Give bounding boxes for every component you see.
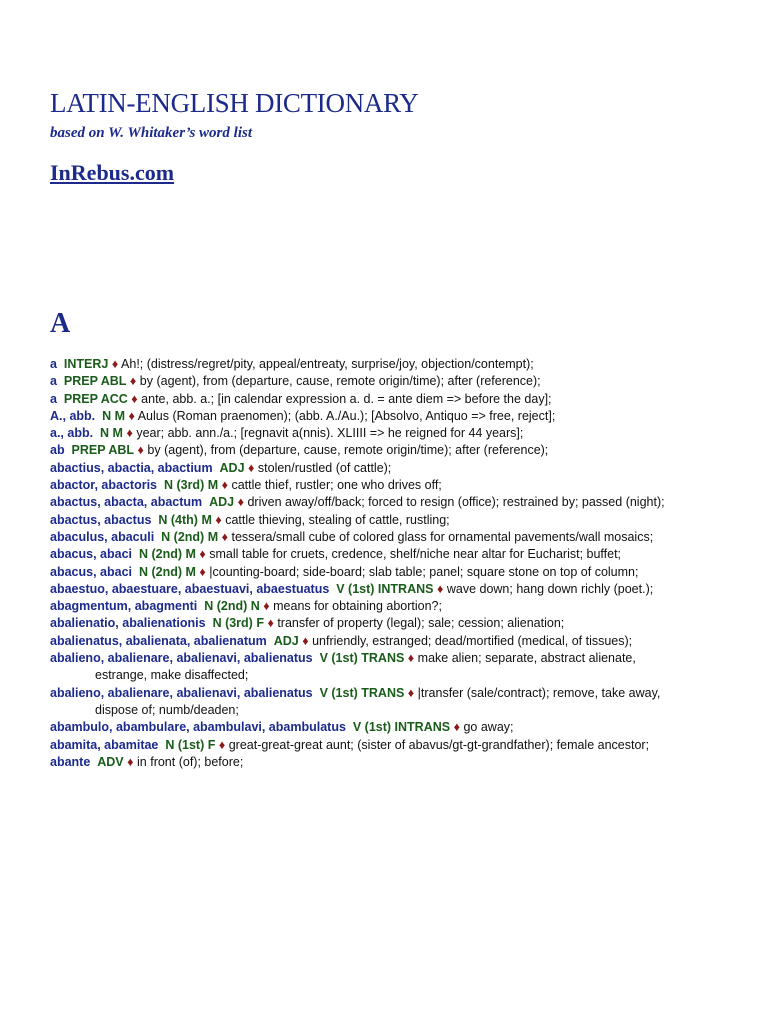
entry-grammar: V (1st) TRANS <box>319 651 405 666</box>
entry-definition: go away; <box>463 720 514 735</box>
entry-headword: ab <box>50 443 65 458</box>
entry-grammar: N (1st) F <box>165 737 216 752</box>
entry-grammar: ADJ <box>273 633 299 648</box>
entry-headword: abalieno, abalienare, abalienavi, abalienatus <box>50 685 313 700</box>
dictionary-entry <box>50 442 690 459</box>
entry-headword: abalienatio, abalienationis <box>50 616 206 631</box>
dictionary-entry <box>50 391 690 408</box>
entry-grammar: N (2nd) M <box>138 564 196 579</box>
dictionary-entry <box>50 581 690 598</box>
diamond-separator-icon: ♦ <box>267 616 274 631</box>
entry-grammar: N (2nd) N <box>204 599 260 614</box>
entry-headword: abactor, abactoris <box>50 478 157 493</box>
section-letter: A <box>50 308 71 339</box>
diamond-separator-icon: ♦ <box>131 391 138 406</box>
entry-definition: ante, abb. a.; [in calendar expression a. d. = ante diem => before the day]; <box>141 391 552 406</box>
entry-headword: abagmentum, abagmenti <box>50 599 198 614</box>
entry-definition: make alien; separate, abstract alienate, estrange, make disaffected; <box>95 651 636 683</box>
dictionary-entry <box>50 546 690 563</box>
diamond-separator-icon: ♦ <box>215 512 222 527</box>
diamond-separator-icon: ♦ <box>199 564 206 579</box>
entry-definition: tessera/small cube of colored glass for ornamental pavements/wall mosaics; <box>231 529 654 544</box>
entry-definition: driven away/off/back; forced to resign (office); restrained by; passed (night); <box>247 495 665 510</box>
dictionary-entry <box>50 598 690 615</box>
entry-headword: abactius, abactia, abactium <box>50 460 213 475</box>
dictionary-entry <box>50 615 690 632</box>
entry-grammar: N (2nd) M <box>138 547 196 562</box>
entry-grammar: N (2nd) M <box>161 529 219 544</box>
dictionary-entry <box>50 460 690 477</box>
entry-definition: transfer of property (legal); sale; cession; alienation; <box>277 616 565 631</box>
entry-grammar: PREP ABL <box>63 374 127 389</box>
diamond-separator-icon: ♦ <box>128 408 135 423</box>
entry-grammar: N M <box>102 408 126 423</box>
diamond-separator-icon: ♦ <box>111 357 119 371</box>
entry-definition: by (agent), from (departure, cause, remote origin/time); after (reference); <box>139 374 541 389</box>
entry-definition: |counting-board; side-board; slab table; panel; square stone on top of column; <box>209 564 639 579</box>
dictionary-entry <box>50 719 690 736</box>
diamond-separator-icon: ♦ <box>237 495 244 510</box>
dictionary-entry <box>50 356 690 373</box>
entry-grammar: N (3rd) F <box>212 616 264 631</box>
diamond-separator-icon: ♦ <box>199 547 206 562</box>
entry-grammar: N (3rd) M <box>163 478 219 493</box>
entry-headword: abaestuo, abaestuare, abaestuavi, abaestuatus <box>50 581 330 596</box>
dictionary-entry <box>50 425 690 442</box>
entry-definition: Ah!; (distress/regret/pity, appeal/entreaty, surprise/joy, objection/contempt); <box>121 357 534 371</box>
entry-headword: a <box>50 374 57 389</box>
dictionary-entry <box>50 408 690 425</box>
entry-grammar: INTERJ <box>63 357 109 371</box>
dictionary-entry <box>50 477 690 494</box>
entry-grammar: V (1st) INTRANS <box>336 581 434 596</box>
diamond-separator-icon: ♦ <box>137 443 144 458</box>
diamond-separator-icon: ♦ <box>436 581 444 596</box>
dictionary-entry <box>50 633 690 650</box>
entry-definition: stolen/rustled (of cattle); <box>257 460 392 475</box>
entry-headword: abalienatus, abalienata, abalienatum <box>50 633 267 648</box>
dictionary-entry <box>50 737 690 754</box>
entry-headword: a <box>50 391 57 406</box>
entry-definition: wave down; hang down richly (poet.); <box>446 581 654 596</box>
entry-definition: cattle thieving, stealing of cattle, rustling; <box>225 512 450 527</box>
entry-grammar: ADV <box>97 754 124 769</box>
entry-definition: in front (of); before; <box>137 754 244 769</box>
entry-headword: abante <box>50 754 91 769</box>
entry-headword: abacus, abaci <box>50 547 132 562</box>
dictionary-entry <box>50 685 690 720</box>
diamond-separator-icon: ♦ <box>126 426 133 441</box>
entry-grammar: ADJ <box>219 460 245 475</box>
entry-definition: year; abb. ann./a.; [regnavit a(nnis). XLIIII => he reigned for 44 years]; <box>136 426 524 441</box>
entry-headword: abactus, abacta, abactum <box>50 495 203 510</box>
diamond-separator-icon: ♦ <box>407 651 415 666</box>
dictionary-entry <box>50 754 690 771</box>
entry-definition: small table for cruets, credence, shelf/niche near altar for Eucharist; buffet; <box>209 547 622 562</box>
dictionary-entry <box>50 564 690 581</box>
entry-grammar: N M <box>100 426 123 441</box>
entry-grammar: V (1st) INTRANS <box>352 720 451 735</box>
page-subtitle: based on W. Whitaker’s word list <box>50 125 252 141</box>
site-link[interactable]: InRebus.com <box>50 160 175 185</box>
diamond-separator-icon: ♦ <box>129 374 137 389</box>
entry-definition: means for obtaining abortion?; <box>273 599 442 614</box>
entry-headword: abambulo, abambulare, abambulavi, abambulatus <box>50 720 346 735</box>
entry-headword: abalieno, abalienare, abalienavi, abalienatus <box>50 651 313 666</box>
entry-definition: great-great-great aunt; (sister of abavus/gt-gt-grandfather); female ancestor; <box>228 737 650 752</box>
entry-headword: abactus, abactus <box>50 512 152 527</box>
dictionary-entry <box>50 650 690 685</box>
diamond-separator-icon: ♦ <box>302 633 309 648</box>
entry-headword: abaculus, abaculi <box>50 529 155 544</box>
diamond-separator-icon: ♦ <box>263 599 270 614</box>
page-title: LATIN-ENGLISH DICTIONARY <box>50 88 419 118</box>
entry-list <box>50 356 690 771</box>
entry-definition: by (agent), from (departure, cause, remote origin/time); after (reference); <box>147 443 549 458</box>
entry-grammar: ADJ <box>209 495 235 510</box>
dictionary-entry <box>50 494 690 511</box>
dictionary-entry <box>50 373 690 390</box>
dictionary-entry <box>50 529 690 546</box>
entry-headword: A., abb. <box>50 408 96 423</box>
entry-grammar: N (4th) M <box>158 512 212 527</box>
diamond-separator-icon: ♦ <box>221 478 228 493</box>
entry-grammar: PREP ACC <box>63 391 128 406</box>
diamond-separator-icon: ♦ <box>248 460 255 475</box>
diamond-separator-icon: ♦ <box>221 529 228 544</box>
entry-headword: a <box>50 357 57 371</box>
entry-grammar: PREP ABL <box>71 443 135 458</box>
diamond-separator-icon: ♦ <box>453 720 460 735</box>
entry-definition: Aulus (Roman praenomen); (abb. A./Au.); [Absolvo, Antiquo => free, reject]; <box>137 408 556 423</box>
entry-definition: cattle thief, rustler; one who drives off; <box>231 478 442 493</box>
entry-headword: abamita, abamitae <box>50 737 159 752</box>
entry-grammar: V (1st) TRANS <box>319 685 405 700</box>
entry-headword: a., abb. <box>50 426 94 441</box>
diamond-separator-icon: ♦ <box>218 737 226 752</box>
diamond-separator-icon: ♦ <box>127 754 134 769</box>
entry-definition: |transfer (sale/contract); remove, take away, dispose of; numb/deaden; <box>95 685 661 717</box>
entry-definition: unfriendly, estranged; dead/mortified (medical, of tissues); <box>312 633 633 648</box>
diamond-separator-icon: ♦ <box>407 685 415 700</box>
dictionary-entry <box>50 512 690 529</box>
entry-headword: abacus, abaci <box>50 564 132 579</box>
